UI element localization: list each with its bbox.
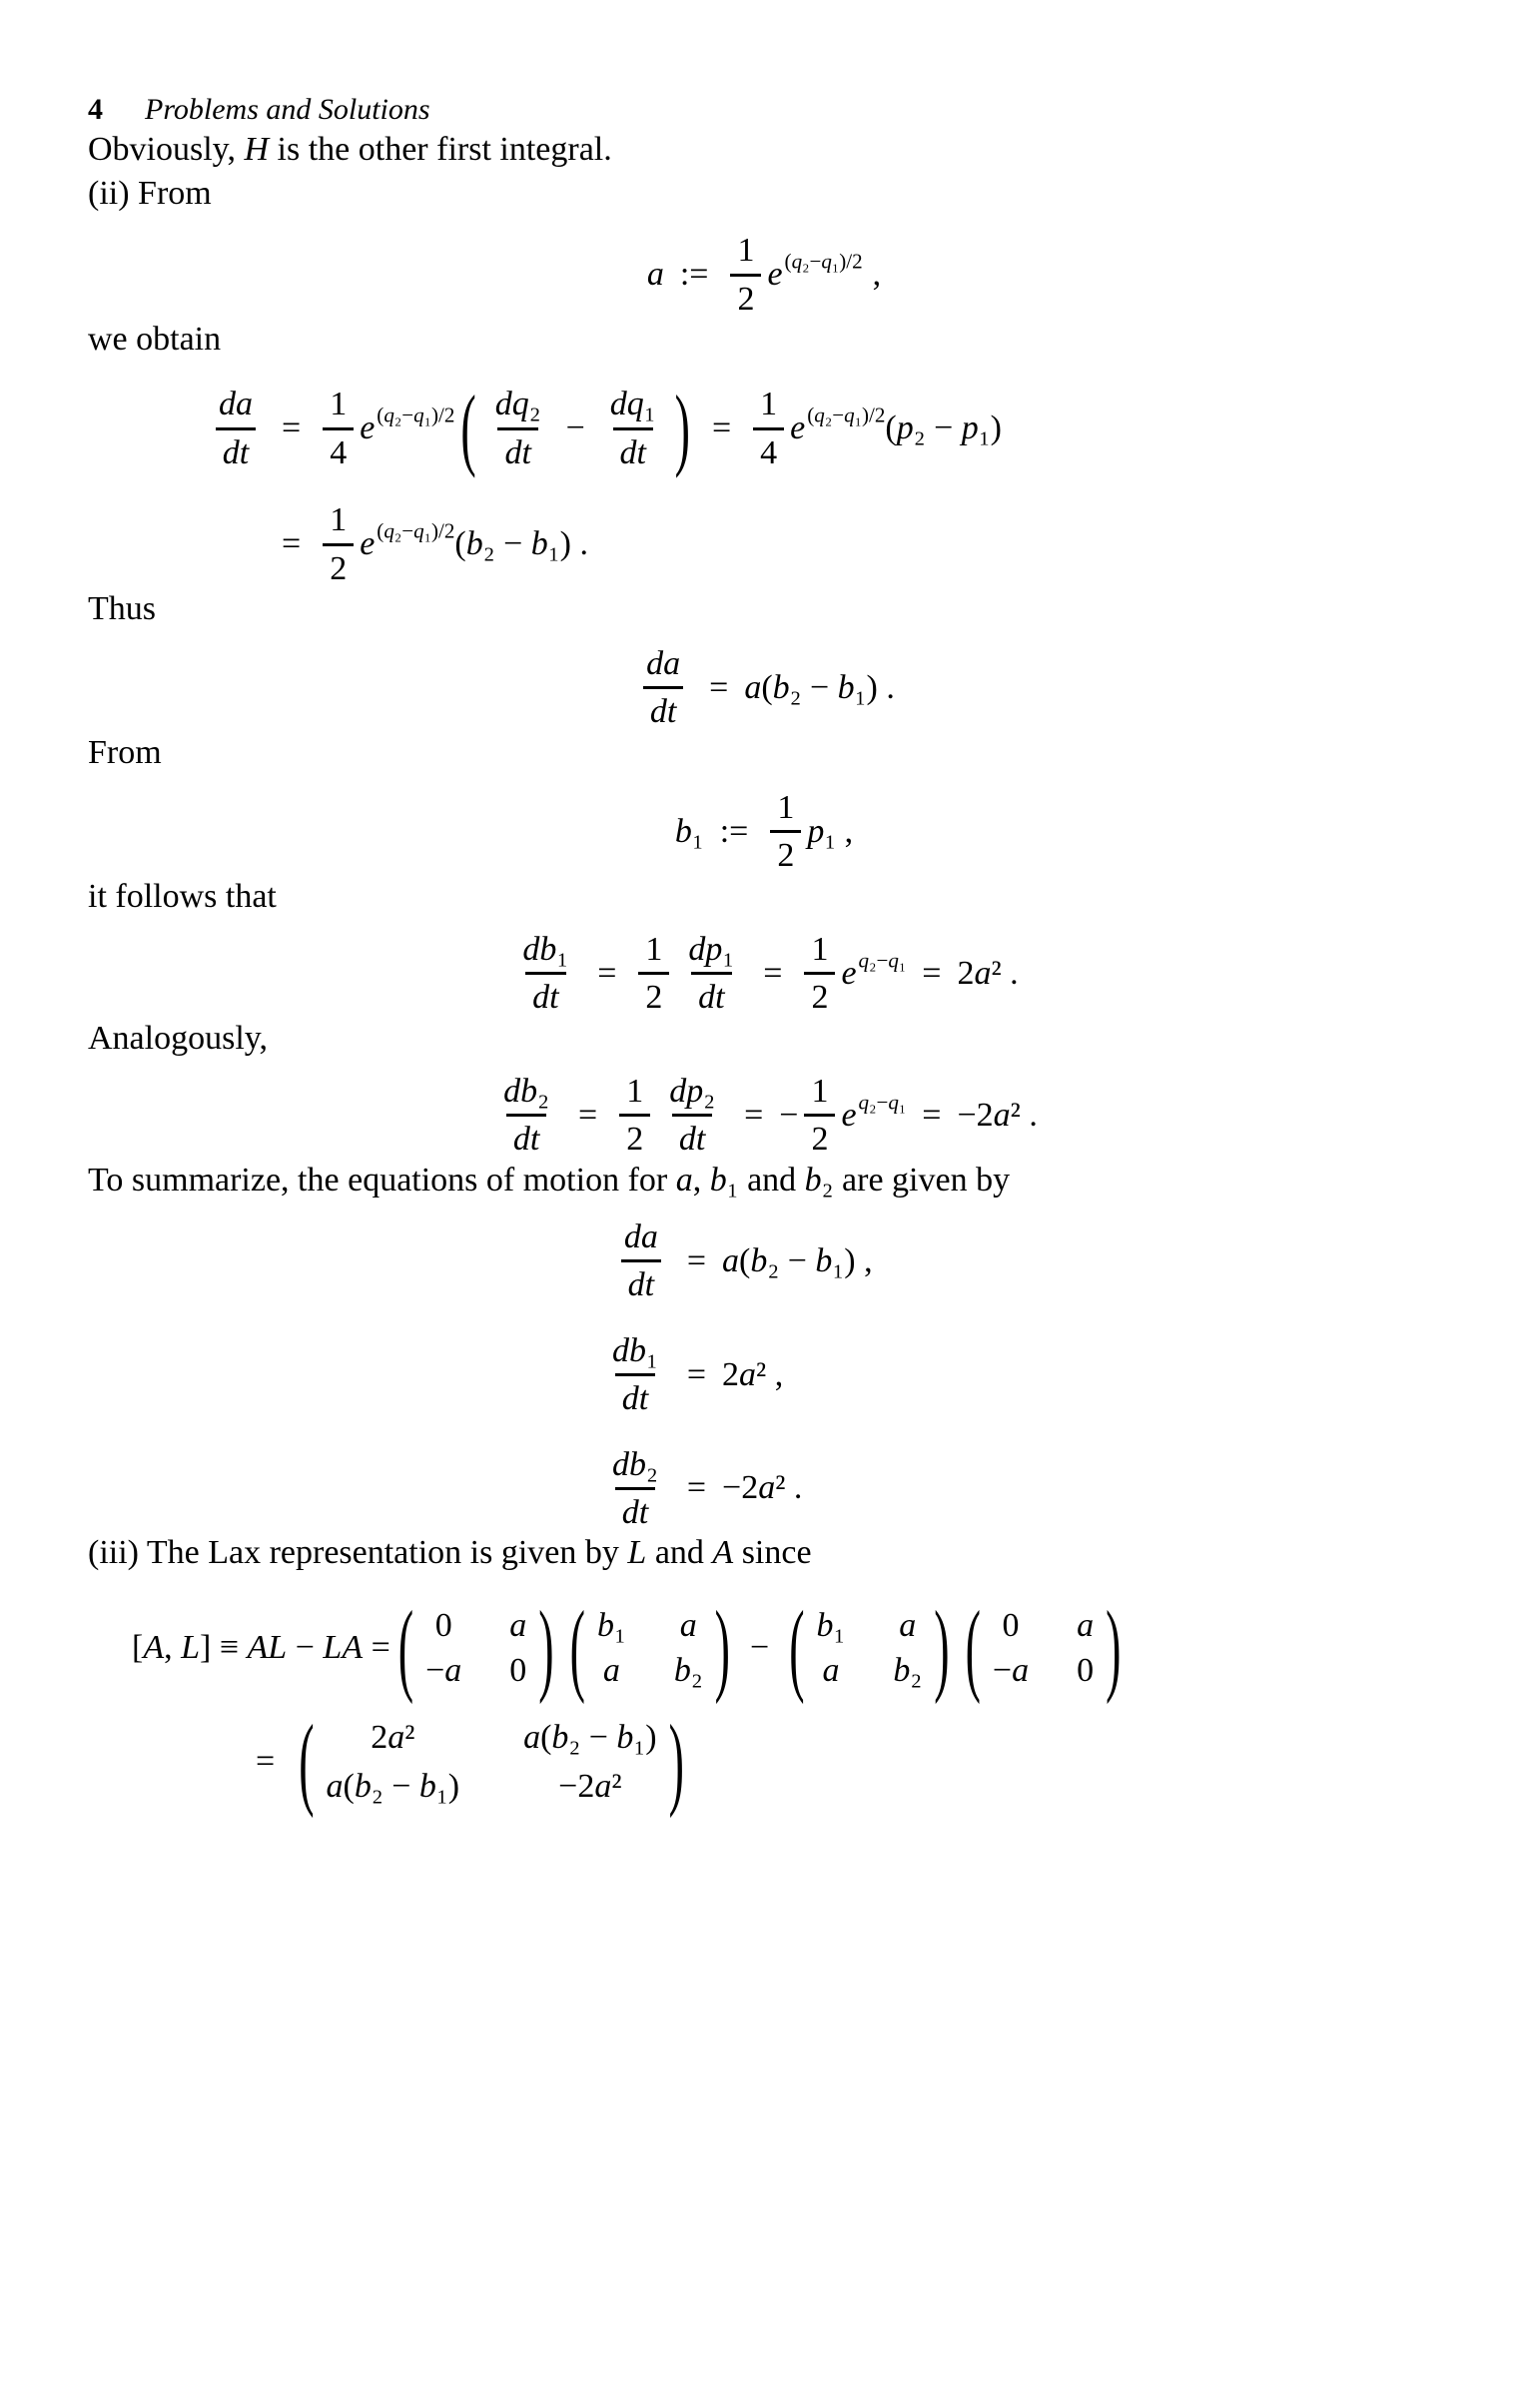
math-variable: a [675,1161,693,1199]
matrix-entry: −2a² [558,1767,622,1805]
exp-base: e [767,256,783,294]
fraction [212,386,260,471]
paragraph-analogously: Analogously, [88,1019,269,1057]
running-head-title: Problems and Solutions [145,93,430,126]
matrix-entry: b₁ [596,1606,626,1644]
text-segment: and [646,1534,713,1572]
fraction-denominator: 2 [804,972,835,1016]
exponential-term [360,402,455,447]
fraction-denominator: dt [615,1373,655,1417]
eq-tail: (b₂ − b₁) . [454,525,588,563]
matrix-entries [425,1606,526,1690]
fraction-denominator: dt [643,686,683,730]
eq-rhs: 2a² , [722,1355,784,1393]
eq-lhs: [A, L] ≡ AL − LA = [132,1628,390,1666]
fraction-numerator: dp₁ [688,931,735,969]
fraction-denominator: dt [615,1487,655,1531]
fraction-denominator: 2 [804,1114,835,1158]
relation-symbol: = [597,954,617,992]
matrix-entry: b₂ [673,1651,703,1689]
eq-lhs: b₁ [674,812,704,850]
display-equation-def-b1 [88,789,1440,875]
matrix-entry: a [509,1606,527,1644]
fraction-denominator: 2 [770,830,801,874]
fraction [804,1073,835,1159]
matrix-entry: a [602,1651,620,1689]
fraction-numerator: db₁ [612,1331,658,1369]
fraction-numerator: 1 [811,931,829,969]
relation-symbol: = [282,409,302,447]
text-segment: is the other first integral. [269,131,612,168]
fraction-denominator: dt [621,1259,661,1303]
superscript-exponent: (q₂−q₁)/2 [784,249,863,274]
fraction-numerator: da [646,645,681,683]
fraction [323,501,354,587]
paren-left: ( [460,377,476,479]
exp-base: e [841,1096,857,1134]
eq-lhs: a [646,256,664,294]
text-segment: and [738,1161,805,1199]
align-lhs [599,1446,671,1532]
fraction-denominator: 2 [323,543,354,587]
fraction-numerator: db₂ [612,1445,658,1483]
paragraph-it-follows: it follows that [88,877,277,915]
matrix-entry: b₁ [816,1606,846,1644]
math-variable: L [627,1534,647,1572]
paragraph-ii-from: (ii) From [88,175,212,213]
math-variable: b₁ [709,1161,739,1199]
fraction-numerator: db₂ [503,1073,550,1110]
paragraph-from: From [88,733,162,771]
superscript-exponent: (q₂−q₁)/2 [807,402,886,427]
minus-operator: − [779,1096,799,1134]
paren-right: ) [1106,1589,1122,1704]
superscript-exponent: (q₂−q₁)/2 [377,518,455,543]
exponential-term [841,948,907,993]
fraction-denominator: 2 [619,1114,650,1158]
matrix-entry: 0 [509,1651,527,1689]
math-variable: H [244,131,270,168]
fraction [730,232,761,318]
display-equation-lax-line2 [240,1703,692,1819]
exp-base: e [841,954,857,992]
exponential-term [767,249,863,294]
fraction-numerator: dq₂ [494,386,541,423]
paren-right: ) [934,1589,950,1704]
paragraph-to-summarize [88,1159,1440,1203]
superscript-exponent: q₂−q₁ [858,948,907,973]
relation-symbol: := [679,256,709,294]
eq-rhs: a(b₂ − b₁) . [744,668,895,706]
relation-symbol: = [922,1096,942,1134]
fraction-denominator: dt [497,427,537,471]
matrix-A [965,1589,1122,1704]
matrix-entries [327,1718,657,1806]
paren-right: ) [668,1703,684,1819]
matrix-entries [597,1606,703,1690]
fraction-denominator: dt [506,1114,546,1158]
superscript-exponent: q₂−q₁ [858,1090,907,1115]
align-rhs [266,377,1002,479]
fraction-numerator: 1 [811,1073,829,1110]
page-number: 4 [88,93,103,126]
relation-symbol: = [686,1241,707,1279]
matrix-L [569,1589,730,1704]
text-segment: are given by [833,1161,1011,1199]
exp-base: e [790,409,806,447]
fraction [770,789,801,875]
matrix-entry: a(b₂ − b₁) [523,1718,657,1756]
align-rhs [671,1332,873,1418]
relation-symbol: := [719,812,749,850]
fraction [639,645,687,731]
page-header [88,92,1440,128]
display-equation-lax-line1 [132,1589,1129,1704]
math-variable: b₂ [804,1161,834,1199]
fraction-numerator: 1 [777,789,795,827]
fraction-denominator: 2 [730,274,761,318]
fraction-numerator: 1 [330,386,348,423]
fraction [488,386,548,471]
exponential-term [360,518,455,563]
math-variable: A [712,1534,734,1572]
fraction-numerator: 1 [330,501,348,539]
matrix-entry: 2a² [371,1718,415,1756]
exponential-term [790,402,886,447]
fraction-denominator: 4 [323,427,354,471]
matrix-entry: 0 [1002,1606,1020,1644]
display-equation-db1 [88,931,1440,1017]
paren-left: ( [397,1589,414,1704]
fraction [515,931,575,1017]
fraction-denominator: 2 [638,972,669,1016]
paragraph-iii-lax [88,1531,1440,1575]
matrix-commutator-result [299,1703,684,1819]
relation-symbol: = [256,1742,276,1780]
relation-symbol: = [763,954,783,992]
matrix-entry: a [899,1606,917,1644]
matrix-entry: a(b₂ − b₁) [326,1767,460,1805]
fraction-numerator: 1 [645,931,663,969]
fraction-denominator: dt [613,427,653,471]
minus-operator: − [750,1628,770,1666]
display-equation-db2 [88,1073,1440,1159]
fraction-numerator: da [219,386,253,423]
eq-rhs: −2a² . [722,1469,803,1507]
relation-symbol: = [282,525,302,563]
eq-tail: p₁ , [807,812,854,850]
align-rhs [671,1446,873,1532]
align-lhs-empty [206,501,266,587]
matrix-entry: −a [425,1651,462,1689]
display-equation-def-a [88,232,1440,318]
text-segment: , [692,1161,710,1199]
exponential-term [841,1090,907,1135]
paren-left: ( [965,1589,981,1704]
relation-symbol: = [686,1469,707,1507]
fraction [605,1332,665,1418]
fraction [605,1446,665,1532]
fraction [662,1073,722,1159]
fraction-numerator: dq₁ [609,386,656,423]
relation-symbol: = [711,409,732,447]
paragraph-obviously [88,128,1440,172]
minus-operator: − [565,409,585,447]
relation-symbol: = [686,1355,707,1393]
display-equation-thus [88,645,1440,731]
eq-tail: 2a² . [957,954,1019,992]
align-lhs [599,1218,671,1304]
matrix-A [397,1589,554,1704]
display-equation-summary [599,1218,873,1531]
fraction-numerator: 1 [737,232,755,270]
matrix-entry: a [822,1651,840,1689]
matrix-entries [993,1606,1094,1690]
matrix-entry: a [679,1606,697,1644]
paragraph-we-obtain: we obtain [88,321,222,359]
relation-symbol: = [578,1096,598,1134]
paren-left: ( [789,1589,805,1704]
align-lhs [206,386,266,471]
matrix-L [789,1589,950,1704]
fraction-numerator: dp₂ [669,1073,716,1110]
fraction [804,931,835,1017]
fraction-numerator: 1 [760,386,778,423]
fraction [753,386,784,471]
paren-right: ) [538,1589,554,1704]
relation-symbol: = [709,668,729,706]
matrix-entry: 0 [1077,1651,1095,1689]
fraction-numerator: 1 [626,1073,644,1110]
punctuation: , [872,256,882,294]
eq-tail: (p₂ − p₁) [885,409,1002,447]
fraction [638,931,669,1017]
matrix-entry: 0 [434,1606,452,1644]
text-segment: (iii) The Lax representation is given by [88,1534,628,1572]
exp-base: e [360,409,376,447]
fraction-denominator: dt [525,972,565,1016]
fraction-denominator: dt [691,972,731,1016]
paren-right: ) [674,377,690,479]
fraction-denominator: 4 [753,427,784,471]
relation-symbol: = [744,1096,764,1134]
text-segment: since [733,1534,812,1572]
paren-right: ) [714,1589,730,1704]
fraction [603,386,663,471]
fraction-denominator: dt [672,1114,712,1158]
align-rhs [671,1218,873,1304]
eq-tail: −2a² . [957,1096,1038,1134]
align-lhs [599,1332,671,1418]
matrix-entry: b₂ [893,1651,923,1689]
fraction [496,1073,556,1159]
fraction-numerator: da [623,1217,658,1255]
fraction [619,1073,650,1159]
fraction-denominator: dt [216,427,256,471]
text-segment: Obviously, [88,131,245,168]
eq-rhs: a(b₂ − b₁) , [722,1241,873,1279]
exp-base: e [360,525,376,563]
fraction [617,1218,665,1304]
paragraph-thus: Thus [88,589,156,627]
fraction-numerator: db₁ [522,931,569,969]
matrix-entries [817,1606,923,1690]
paren-left: ( [569,1589,585,1704]
align-rhs [266,501,1002,587]
paren-left: ( [299,1703,315,1819]
matrix-entry: a [1077,1606,1095,1644]
text-segment: To summarize, the equations of motion for [88,1161,676,1199]
superscript-exponent: (q₂−q₁)/2 [377,402,455,427]
relation-symbol: = [922,954,942,992]
fraction [681,931,741,1017]
matrix-entry: −a [992,1651,1030,1689]
fraction [323,386,354,471]
display-equation-da-derivation [206,377,1002,587]
